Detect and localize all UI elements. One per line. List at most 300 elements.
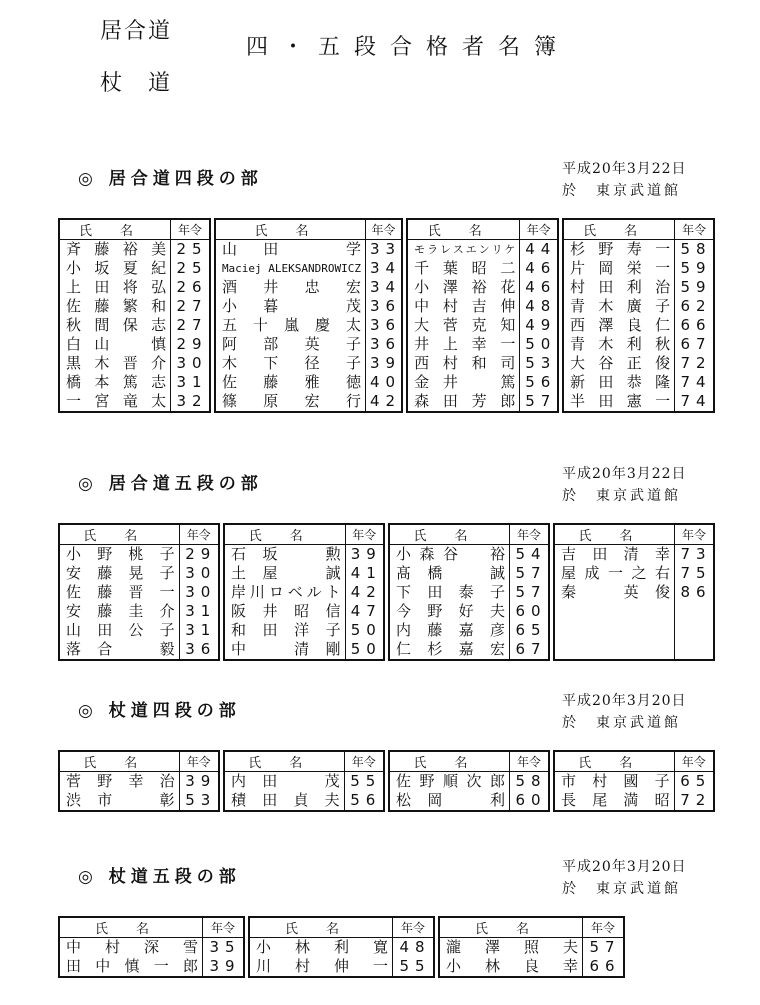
- age-column-header: 年令: [674, 751, 714, 772]
- section-title: ◎ 居合道四段の部: [78, 169, 263, 189]
- member-age: 26: [171, 278, 210, 297]
- member-name: 仁杉嘉宏: [396, 640, 505, 658]
- member-age: 39: [345, 545, 384, 565]
- member-age: 57: [520, 392, 558, 412]
- member-age: 56: [520, 373, 558, 392]
- member-name: 斉藤裕美: [66, 240, 167, 258]
- member-age: 27: [171, 316, 210, 335]
- table-row: [554, 583, 714, 602]
- member-name: 安藤晃子: [66, 564, 175, 582]
- member-name: 片岡栄一: [570, 259, 671, 277]
- member-name: 髙橋 誠: [396, 564, 505, 582]
- member-age: 60: [509, 791, 549, 811]
- member-name: 長尾満昭: [561, 791, 670, 809]
- member-name: 西澤良仁: [570, 316, 671, 334]
- column-header-row: [224, 524, 384, 545]
- table-row: [59, 297, 210, 316]
- table-row: [407, 259, 558, 278]
- member-age: 31: [171, 373, 210, 392]
- table-row: [59, 354, 210, 373]
- table-row: [554, 791, 714, 811]
- section-date: 平成20年3月22日: [562, 466, 687, 482]
- member-name: 中 清剛: [231, 640, 341, 658]
- member-age: 29: [171, 335, 210, 354]
- name-column-header: 氏名: [389, 751, 509, 772]
- section-venue: 於 東京武道館: [562, 881, 681, 897]
- name-column-header: 氏名: [554, 751, 674, 772]
- member-age: 57: [583, 938, 625, 958]
- table-row: [224, 640, 384, 660]
- table-row: [224, 583, 384, 602]
- member-name: 新田恭隆: [570, 373, 671, 391]
- member-name: 石坂 勲: [231, 545, 341, 563]
- member-age: 47: [345, 602, 384, 621]
- age-column-header: 年令: [393, 917, 435, 938]
- section-date: 平成20年3月20日: [562, 859, 687, 875]
- table-row: [389, 772, 549, 792]
- age-column-header: 年令: [520, 219, 558, 240]
- name-column-header: 氏名: [224, 524, 345, 545]
- member-name: 小野桃子: [66, 545, 175, 563]
- header-line-jodo: 杖 道: [100, 71, 173, 96]
- table-row: [389, 602, 549, 621]
- table-row: [59, 392, 210, 412]
- member-age: 54: [509, 545, 549, 565]
- table-row: [59, 373, 210, 392]
- member-age: 66: [583, 957, 625, 977]
- table-row: [554, 564, 714, 583]
- member-age: 55: [344, 772, 384, 792]
- table-row: [407, 278, 558, 297]
- member-name: 中村吉伸: [414, 297, 516, 315]
- table-row: [249, 957, 434, 977]
- table-row: [563, 259, 714, 278]
- member-age: 72: [674, 791, 714, 811]
- table-row: [224, 791, 384, 811]
- member-age: 40: [366, 373, 403, 392]
- member-name: 杉野寿一: [570, 240, 671, 258]
- roster-table: [58, 750, 220, 812]
- table-row: [224, 545, 384, 565]
- table-row: [59, 957, 244, 977]
- column-header-row: [389, 524, 549, 545]
- member-name: 積田貞夫: [231, 791, 340, 809]
- member-age: 25: [171, 259, 210, 278]
- name-column-header: 氏名: [554, 524, 674, 545]
- roster-table: [223, 523, 385, 661]
- table-row: [407, 354, 558, 373]
- name-column-header: 氏名: [407, 219, 520, 240]
- member-name: 木下径子: [221, 354, 362, 372]
- member-age: 86: [674, 583, 714, 602]
- section-header: [58, 690, 718, 750]
- member-name: 小林良幸: [446, 957, 578, 975]
- member-name: 酒井忠宏: [221, 278, 362, 296]
- column-header-row: [224, 751, 384, 772]
- member-name: 佐野順次郎: [396, 772, 505, 790]
- member-name: 青木廣子: [570, 297, 671, 315]
- member-name: 瀧澤照夫: [446, 938, 578, 956]
- roster-grid: [58, 523, 718, 661]
- table-row: [407, 392, 558, 412]
- member-age: 74: [675, 373, 714, 392]
- table-row: [563, 335, 714, 354]
- table-row: [554, 772, 714, 792]
- table-row: [389, 545, 549, 565]
- table-row: [407, 316, 558, 335]
- table-row: [554, 621, 714, 640]
- table-row: [59, 259, 210, 278]
- table-row: [215, 240, 402, 260]
- member-name: 佐藤繁和: [66, 297, 167, 315]
- table-row: [59, 772, 219, 792]
- member-age: 33: [366, 240, 403, 260]
- member-name: 市村國子: [561, 772, 670, 790]
- table-row: [215, 354, 402, 373]
- section-venue: 於 東京武道館: [562, 183, 681, 199]
- member-age: 65: [674, 772, 714, 792]
- roster-table: [553, 523, 715, 661]
- name-column-header: 氏名: [59, 917, 203, 938]
- table-row: [59, 938, 244, 958]
- column-header-row: [59, 917, 244, 938]
- table-row: [563, 316, 714, 335]
- section-venue: 於 東京武道館: [562, 488, 681, 504]
- roster-table: [553, 750, 715, 812]
- roster-table: [438, 916, 625, 978]
- age-column-header: 年令: [179, 524, 219, 545]
- table-row: [59, 583, 219, 602]
- member-name: 岸川ロベルト: [231, 583, 341, 601]
- table-row: [59, 640, 219, 660]
- member-age: 74: [675, 392, 714, 412]
- member-name: 菅野幸治: [66, 772, 175, 790]
- section-title: ◎ 杖道四段の部: [78, 701, 241, 721]
- table-row: [407, 240, 558, 260]
- table-row: [59, 316, 210, 335]
- member-name: 山田公子: [66, 621, 175, 639]
- member-name: 井上幸一: [414, 335, 516, 353]
- table-row: [563, 297, 714, 316]
- table-row: [389, 640, 549, 660]
- member-name: 大谷正俊: [570, 354, 671, 372]
- member-age: 32: [171, 392, 210, 412]
- age-column-header: 年令: [366, 219, 403, 240]
- table-row: [407, 373, 558, 392]
- member-name: 一宮竜太: [66, 392, 167, 410]
- roster-table: [406, 218, 559, 413]
- member-name: 阿部英子: [221, 335, 362, 353]
- roster-grid: [58, 218, 718, 413]
- roster-table: [58, 916, 245, 978]
- member-name: 小森谷 裕: [396, 545, 505, 563]
- member-age: 59: [675, 259, 714, 278]
- member-name: 西村和司: [414, 354, 516, 372]
- member-age: 36: [366, 335, 403, 354]
- name-column-header: 氏名: [59, 751, 179, 772]
- member-name: 青木利秋: [570, 335, 671, 353]
- member-name: 森田芳郎: [414, 392, 516, 410]
- header-left: [100, 6, 172, 110]
- member-name: 小澤裕花: [414, 278, 516, 296]
- table-row: [59, 621, 219, 640]
- member-age: 55: [393, 957, 435, 977]
- member-name: 下田泰子: [396, 583, 505, 601]
- member-age: 50: [345, 640, 384, 660]
- member-name: 吉田清幸: [561, 545, 670, 563]
- member-age: 49: [520, 316, 558, 335]
- name-column-header: 氏名: [249, 917, 393, 938]
- member-name: 佐藤晋一: [66, 583, 175, 601]
- column-header-row: [59, 524, 219, 545]
- member-age: 57: [509, 564, 549, 583]
- column-header-row: [215, 219, 402, 240]
- member-age: 66: [675, 316, 714, 335]
- member-age: [674, 621, 714, 640]
- member-name: 佐藤雅徳: [221, 373, 362, 391]
- table-row: [563, 373, 714, 392]
- name-column-header: 氏名: [389, 524, 509, 545]
- member-age: 27: [171, 297, 210, 316]
- name-column-header: 氏名: [215, 219, 366, 240]
- table-row: [59, 564, 219, 583]
- table-row: [563, 278, 714, 297]
- member-age: [674, 602, 714, 621]
- table-row: [389, 583, 549, 602]
- member-age: 42: [345, 583, 384, 602]
- age-column-header: 年令: [509, 751, 549, 772]
- member-name: 中村深雪: [66, 938, 198, 956]
- member-age: 36: [179, 640, 219, 660]
- column-header-row: [407, 219, 558, 240]
- table-row: [389, 564, 549, 583]
- member-name: Maciej ALEKSANDROWICZ: [221, 262, 362, 275]
- roster-table: [388, 750, 550, 812]
- member-age: 59: [675, 278, 714, 297]
- table-row: [59, 278, 210, 297]
- member-age: [674, 640, 714, 660]
- member-age: 30: [179, 583, 219, 602]
- member-name: 千葉昭二: [414, 259, 516, 277]
- section-header: [58, 856, 718, 916]
- table-row: [59, 602, 219, 621]
- table-row: [224, 621, 384, 640]
- column-header-row: [554, 751, 714, 772]
- member-age: 35: [203, 938, 245, 958]
- member-name: 落合 毅: [66, 640, 175, 658]
- member-name: 阪井昭信: [231, 602, 341, 620]
- section-2: [58, 690, 718, 812]
- member-age: 39: [179, 772, 219, 792]
- table-row: [59, 545, 219, 565]
- member-age: 53: [520, 354, 558, 373]
- member-age: 50: [345, 621, 384, 640]
- age-column-header: 年令: [674, 524, 714, 545]
- age-column-header: 年令: [203, 917, 245, 938]
- member-age: 25: [171, 240, 210, 260]
- member-age: 75: [674, 564, 714, 583]
- table-row: [554, 640, 714, 660]
- table-row: [215, 259, 402, 278]
- column-header-row: [389, 751, 549, 772]
- page-title: 四・五段合格者名簿: [246, 35, 571, 60]
- member-age: 29: [179, 545, 219, 565]
- member-age: 31: [179, 621, 219, 640]
- member-age: 67: [509, 640, 549, 660]
- table-row: [215, 335, 402, 354]
- table-row: [215, 297, 402, 316]
- member-name: 川村伸一: [256, 957, 388, 975]
- section-0: [58, 158, 718, 413]
- member-name: 金井 篤: [414, 373, 516, 391]
- member-age: 30: [179, 564, 219, 583]
- table-row: [215, 373, 402, 392]
- member-name: 小坂夏紀: [66, 259, 167, 277]
- roster-table: [562, 218, 715, 413]
- member-name: 内田 茂: [231, 772, 340, 790]
- column-header-row: [59, 751, 219, 772]
- member-age: 56: [344, 791, 384, 811]
- member-name: 渋市 彰: [66, 791, 175, 809]
- roster-table: [248, 916, 435, 978]
- roster-table: [58, 218, 211, 413]
- member-age: 44: [520, 240, 558, 260]
- member-name: 松岡 利: [396, 791, 505, 809]
- member-age: 50: [520, 335, 558, 354]
- member-age: 53: [179, 791, 219, 811]
- member-age: 34: [366, 259, 403, 278]
- age-column-header: 年令: [345, 524, 384, 545]
- table-row: [439, 957, 624, 977]
- member-name: 秋間保志: [66, 316, 167, 334]
- section-title: ◎ 杖道五段の部: [78, 867, 241, 887]
- member-age: 73: [674, 545, 714, 565]
- roster-table: [388, 523, 550, 661]
- member-name: [554, 602, 674, 621]
- member-name: 黒木晋介: [66, 354, 167, 372]
- member-age: 48: [520, 297, 558, 316]
- table-row: [59, 240, 210, 260]
- roster-table: [58, 523, 220, 661]
- member-name: 半田憲一: [570, 392, 671, 410]
- section-header: [58, 158, 718, 218]
- section-header: [58, 463, 718, 523]
- section-date: 平成20年3月22日: [562, 161, 687, 177]
- member-name: モラレスエンリケ: [414, 243, 516, 256]
- member-age: 42: [366, 392, 403, 412]
- table-row: [563, 354, 714, 373]
- table-row: [563, 240, 714, 260]
- table-row: [215, 278, 402, 297]
- member-name: 大菅克知: [414, 316, 516, 334]
- member-age: 46: [520, 259, 558, 278]
- member-age: 57: [509, 583, 549, 602]
- column-header-row: [59, 219, 210, 240]
- table-row: [224, 602, 384, 621]
- member-age: 39: [203, 957, 245, 977]
- table-row: [554, 545, 714, 565]
- member-name: 山田 学: [221, 240, 362, 258]
- member-age: 62: [675, 297, 714, 316]
- member-name: 白山 慎: [66, 335, 167, 353]
- member-name: 田中慎一郎: [66, 957, 198, 975]
- member-age: 39: [366, 354, 403, 373]
- member-age: 36: [366, 297, 403, 316]
- age-column-header: 年令: [675, 219, 714, 240]
- table-row: [215, 392, 402, 412]
- member-name: 屋成一之右: [561, 564, 670, 582]
- section-1: [58, 463, 718, 661]
- member-age: 34: [366, 278, 403, 297]
- column-header-row: [439, 917, 624, 938]
- member-name: [554, 640, 674, 660]
- member-age: 65: [509, 621, 549, 640]
- member-name: 土屋 誠: [231, 564, 341, 582]
- table-row: [389, 621, 549, 640]
- table-row: [563, 392, 714, 412]
- table-row: [59, 791, 219, 811]
- age-column-header: 年令: [179, 751, 219, 772]
- column-header-row: [249, 917, 434, 938]
- member-age: 41: [345, 564, 384, 583]
- table-row: [439, 938, 624, 958]
- member-name: 今野好夫: [396, 602, 505, 620]
- member-age: 48: [393, 938, 435, 958]
- column-header-row: [554, 524, 714, 545]
- member-age: 46: [520, 278, 558, 297]
- name-column-header: 氏名: [224, 751, 344, 772]
- age-column-header: 年令: [344, 751, 384, 772]
- name-column-header: 氏名: [59, 524, 179, 545]
- member-name: 橋本篤志: [66, 373, 167, 391]
- member-age: 30: [171, 354, 210, 373]
- member-age: 72: [675, 354, 714, 373]
- table-row: [249, 938, 434, 958]
- name-column-header: 氏名: [59, 219, 171, 240]
- table-row: [389, 791, 549, 811]
- member-name: 内藤嘉彦: [396, 621, 505, 639]
- age-column-header: 年令: [583, 917, 625, 938]
- member-name: 秦 英俊: [561, 583, 670, 601]
- name-column-header: 氏名: [563, 219, 675, 240]
- table-row: [224, 772, 384, 792]
- table-row: [59, 335, 210, 354]
- member-name: 上田将弘: [66, 278, 167, 296]
- member-age: 58: [509, 772, 549, 792]
- member-name: 村田利治: [570, 278, 671, 296]
- section-venue: 於 東京武道館: [562, 715, 681, 731]
- table-row: [215, 316, 402, 335]
- table-row: [407, 335, 558, 354]
- table-row: [554, 602, 714, 621]
- member-name: 篠原宏行: [221, 392, 362, 410]
- section-title: ◎ 居合道五段の部: [78, 474, 263, 494]
- section-date: 平成20年3月20日: [562, 693, 687, 709]
- member-name: 小林利寛: [256, 938, 388, 956]
- section-3: [58, 856, 718, 978]
- roster-grid: [58, 916, 718, 978]
- member-name: 和田洋子: [231, 621, 341, 639]
- column-header-row: [563, 219, 714, 240]
- age-column-header: 年令: [509, 524, 549, 545]
- member-age: 67: [675, 335, 714, 354]
- member-name: 小暮 茂: [221, 297, 362, 315]
- member-name: [554, 621, 674, 640]
- roster-table: [223, 750, 385, 812]
- age-column-header: 年令: [171, 219, 210, 240]
- member-age: 60: [509, 602, 549, 621]
- header-line-iaido: 居合道: [100, 19, 173, 44]
